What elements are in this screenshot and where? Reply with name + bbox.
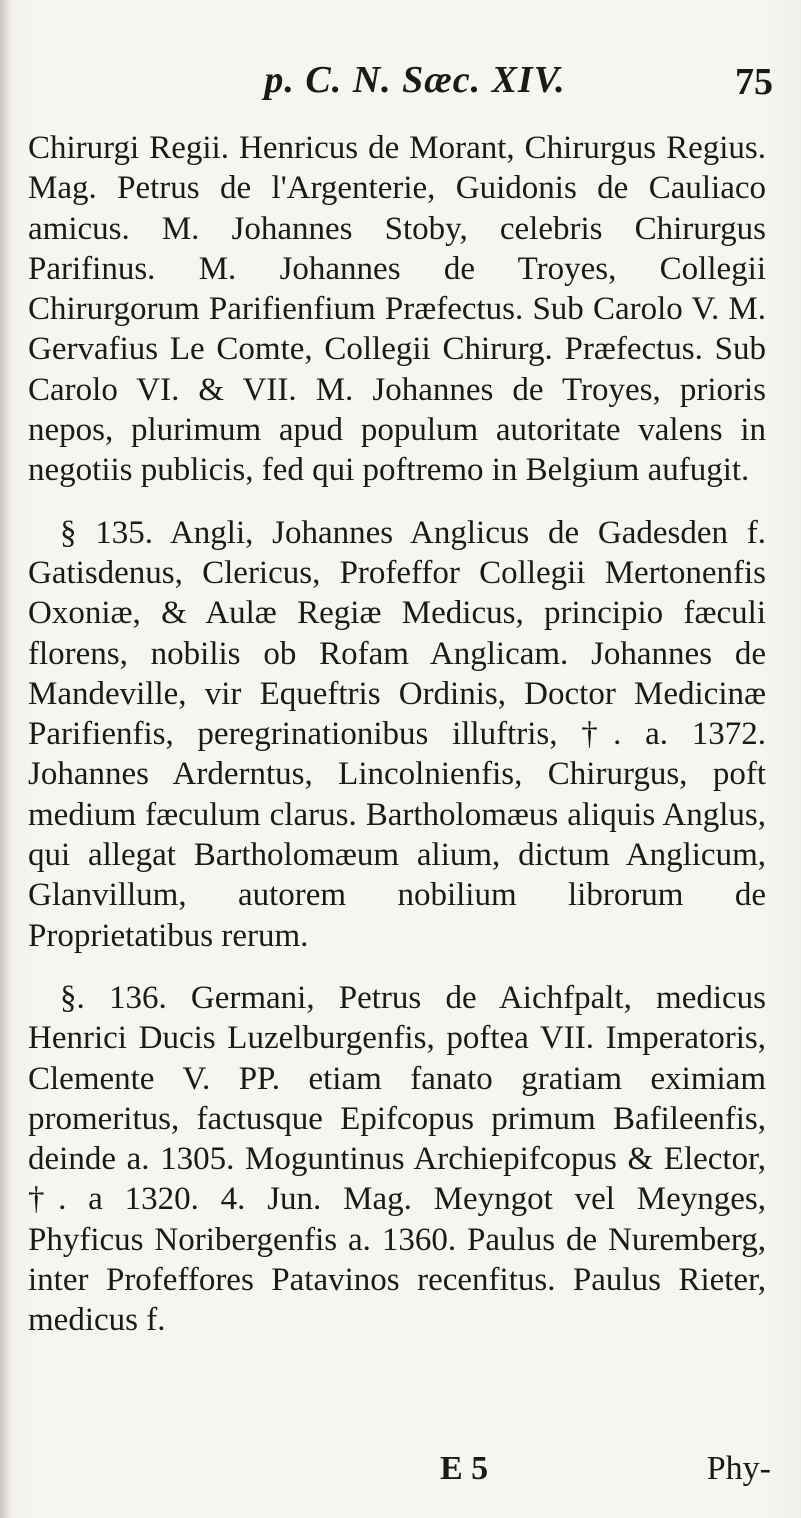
page-number: 75 bbox=[735, 61, 773, 103]
signature-mark: E 5 bbox=[440, 1450, 489, 1487]
paragraph-section-136-germani: §. 136. Germani, Petrus de Aichfpalt, medicus Henrici Ducis Luzelburgenfis, poftea VII. Imperatoris, Clemente V. PP. etiam fanato gratiam eximiam promeritus, factusque Epifcopus primum Bafileenfis, deinde a. 1305. Moguntinus Archiepifcopus & Elector, †. a 1320. 4. Jun. Mag. Meyngot vel Meynges, Phyficus Noribergenfis a. 1360. Paulus de Nuremberg, inter Profeffores Patavinos recenfitus. Paulus Rieter, medicus f. bbox=[28, 979, 766, 1339]
page-footer bbox=[0, 1450, 801, 1500]
page-header bbox=[0, 52, 801, 112]
paragraph-section-135-angli: § 135. Angli, Johannes Anglicus de Gadesden f. Gatisdenus, Clericus, Profeffor Collegii Mertonenfis Oxoniæ, & Aulæ Regiæ Medicus, principio fæculi florens, nobilis ob Rofam Anglicam. Johannes de Mandeville, vir Equeftris Ordinis, Doctor Medicinæ Parifienfis, peregrinationibus illuftris, †. a. 1372. Johannes Arderntus, Lincolnienfis, Chirurgus, poft medium fæculum clarus. Bartholomæus aliquis Anglus, qui allegat Bartholomæum alium, dictum Anglicum, Glanvillum, autorem nobilium librorum de Proprietatibus rerum. bbox=[28, 514, 766, 954]
page-gutter bbox=[0, 0, 10, 1518]
catchword: Phy- bbox=[706, 1450, 771, 1487]
body-text bbox=[28, 128, 766, 1363]
paragraph-chirurgi-regii: Chirurgi Regii. Henricus de Morant, Chirurgus Regius. Mag. Petrus de l'Argenterie, Guidonis de Cauliaco amicus. M. Johannes Stoby, celebris Chirurgus Parifinus. M. Johannes de Troyes, Collegii Chirurgorum Parifienfium Præfectus. Sub Carolo V. M. Gervafius Le Comte, Collegii Chirurg. Præfectus. Sub Carolo VI. & VII. M. Johannes de Troyes, prioris nepos, plurimum apud populum autoritate valens in negotiis publicis, fed qui poftremo in Belgium aufugit. bbox=[28, 130, 766, 489]
running-head: p. C. N. Sæc. XIV. bbox=[264, 59, 566, 101]
